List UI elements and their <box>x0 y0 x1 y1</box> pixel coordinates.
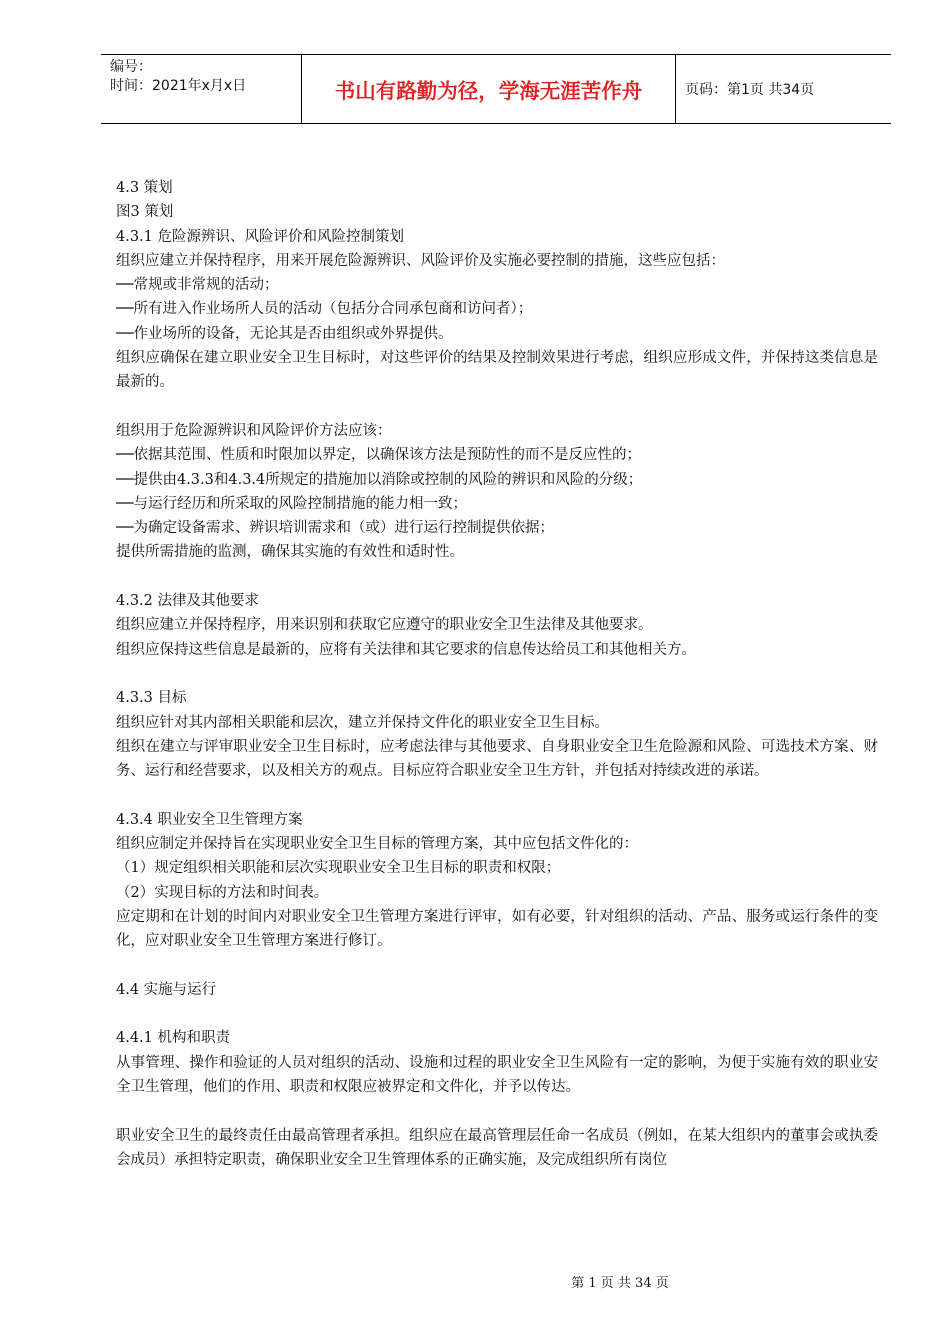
paragraph-gap <box>116 1002 878 1026</box>
page-header <box>101 54 891 124</box>
paragraph: ──为确定设备需求、辨识培训需求和（或）进行运行控制提供依据； <box>116 520 554 537</box>
document-time-label: 时间：2021年x月x日 <box>110 78 247 94</box>
paragraph: （2）实现目标的方法和时间表。 <box>116 884 329 901</box>
paragraph: 组织用于危险源辨识和风险评价方法应该： <box>116 422 392 439</box>
paragraph: ──所有进入作业场所人员的活动（包括分合同承包商和访问者）； <box>116 301 533 318</box>
paragraph-gap <box>116 662 878 686</box>
paragraph: （1）规定组织相关职能和层次实现职业安全卫生目标的职责和权限； <box>116 860 561 877</box>
paragraph: 组织应建立并保持程序，用来识别和获取它应遵守的职业安全卫生法律及其他要求。 <box>116 617 653 634</box>
paragraph: 4.3 策划 <box>116 180 173 196</box>
paragraph-gap <box>116 565 878 589</box>
paragraph: 职业安全卫生的最终责任由最高管理者承担。组织应在最高管理层任命一名成员（例如，在某大组织内的董事会或执委会成员）承担特定职责，确保职业安全卫生管理体系的正确实施，及完成组织所有岗位 <box>116 1127 878 1168</box>
paragraph-gap <box>116 1099 878 1123</box>
paragraph: 4.3.4 职业安全卫生管理方案 <box>116 811 303 828</box>
paragraph-gap <box>116 395 878 419</box>
paragraph: ──作业场所的设备，无论其是否由组织或外界提供。 <box>116 325 453 342</box>
paragraph-gap <box>116 783 878 807</box>
paragraph: 组织应确保在建立职业安全卫生目标时，对这些评价的结果及控制效果进行考虑，组织应形成文件，并保持这类信息是最新的。 <box>116 350 878 391</box>
header-motto: 书山有路勤为径，学海无涯苦作舟 <box>302 55 676 123</box>
paragraph: 组织应保持这些信息是最新的，应将有关法律和其它要求的信息传达给员工和其他相关方。 <box>116 641 696 658</box>
paragraph: 4.3.1 危险源辨识、风险评价和风险控制策划 <box>116 228 405 245</box>
paragraph: 从事管理、操作和验证的人员对组织的活动、设施和过程的职业安全卫生风险有一定的影响，为便于实施有效的职业安全卫生管理，他们的作用、职责和权限应被界定和文件化，并予以传达。 <box>116 1054 878 1095</box>
paragraph: 组织应建立并保持程序，用来开展危险源辨识、风险评价及实施必要控制的措施，这些应包括： <box>116 252 725 269</box>
paragraph: 组织应制定并保持旨在实现职业安全卫生目标的管理方案，其中应包括文件化的： <box>116 836 638 853</box>
paragraph: ──与运行经历和所采取的风险控制措施的能力相一致； <box>116 495 467 512</box>
paragraph: 4.4 实施与运行 <box>116 981 217 998</box>
footer-page-number: 第 1 页 共 34 页 <box>571 1276 669 1291</box>
header-info <box>101 55 302 123</box>
page-footer <box>0 1272 950 1291</box>
paragraph: 组织在建立与评审职业安全卫生目标时，应考虑法律与其他要求、自身职业安全卫生危险源和风险、可选技术方案、财务、运行和经营要求，以及相关方的观点。目标应符合职业安全卫生方针，并包括对持续改进的承诺。 <box>116 738 878 780</box>
paragraph: 4.3.2 法律及其他要求 <box>116 593 260 610</box>
paragraph: ──常规或非常规的活动； <box>116 277 279 294</box>
paragraph: 4.4.1 机构和职责 <box>116 1030 231 1047</box>
paragraph: 4.3.3 目标 <box>116 690 187 707</box>
header-page-info: 页码：第1页 共34页 <box>685 82 815 98</box>
paragraph-gap <box>116 954 878 978</box>
document-body <box>116 176 878 1172</box>
paragraph: ──依据其范围、性质和时限加以界定，以确保该方法是预防性的而不是反应性的； <box>116 447 641 464</box>
paragraph: 应定期和在计划的时间内对职业安全卫生管理方案进行评审，如有必要，针对组织的活动、产品、服务或运行条件的变化，应对职业安全卫生管理方案进行修订。 <box>116 908 878 950</box>
paragraph: ──提供由4.3.3和4.3.4所规定的措施加以消除或控制的风险的辨识和风险的分级； <box>116 471 643 488</box>
document-number-label: 编号： <box>110 59 152 75</box>
paragraph: 提供所需措施的监测，确保其实施的有效性和适时性。 <box>116 544 464 561</box>
paragraph: 图3 策划 <box>116 204 174 221</box>
paragraph: 组织应针对其内部相关职能和层次，建立并保持文件化的职业安全卫生目标。 <box>116 714 609 731</box>
